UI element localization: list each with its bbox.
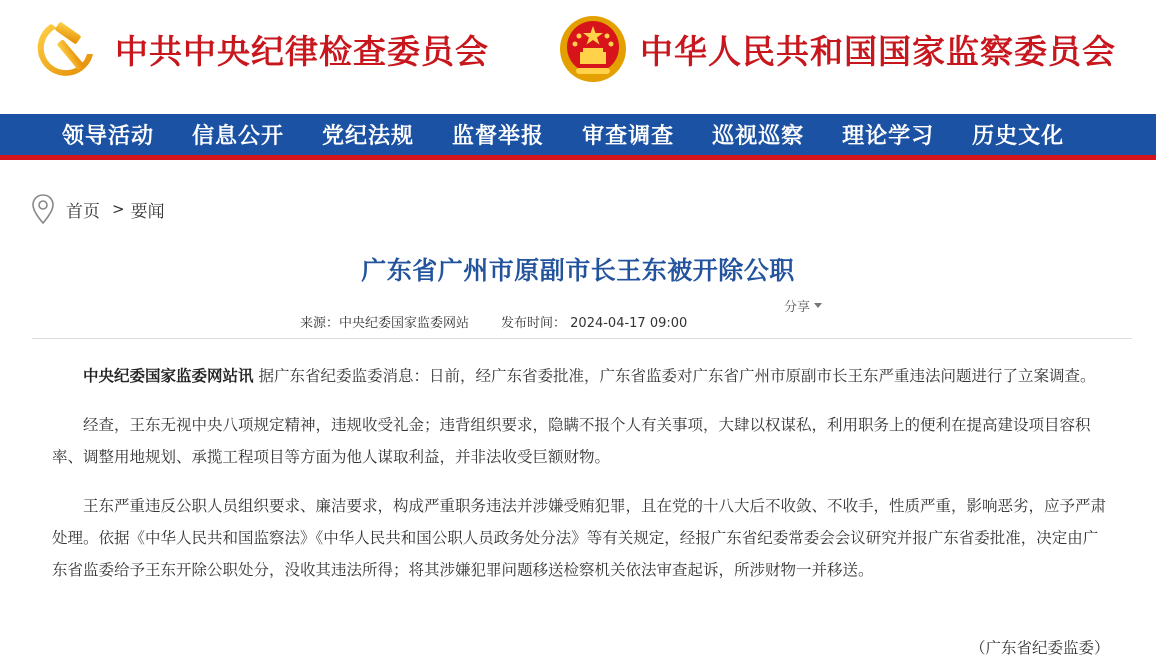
main-nav [0,114,1156,160]
nav-item-inspection[interactable]: 巡视巡察 [712,123,805,149]
article-title: 广东省广州市原副市长王东被开除公职 [361,256,795,285]
article-paragraph-2: 经查，王东无视中央八项规定精神，违规收受礼金；违背组织要求，隐瞒不报个人有关事项，大肆以权谋私，利用职务上的便利在提高建设项目容积率、调整用地规划、承揽工程项目等方面为他人谋取利益，并非法收受巨额财物。 [52,416,1091,466]
article-source: 来源：中央纪委国家监委网站 [300,316,470,331]
article-paragraph-3: 王东严重违反公职人员组织要求、廉洁要求，构成严重职务违法并涉嫌受贿犯罪，且在党的十八大后不收敛、不收手，性质严重，影响恶劣，应予严肃处理。依据《中华人民共和国监察法》《中华人民共和国公职人员政务处分法》等有关规定，经报广东省纪委常委会会议研究并报广东省委批准，决定由广东省监委给予王东开除公职处分，没收其违法所得；将其涉嫌犯罪问题移送检察机关依法审查起诉，所涉财物一并移送。 [52,497,1107,579]
divider [32,338,1132,339]
article-paragraph-1: 据广东省纪委监委消息：日前，经广东省委批准，广东省监委对广东省广州市原副市长王东严重违法问题进行了立案调查。 [253,367,1096,385]
nav-item-supervision[interactable]: 监督举报 [452,123,545,149]
nsc-brand-name: 中华人民共和国国家监察委员会 [640,31,1116,71]
nav-item-theory[interactable]: 理论学习 [842,123,935,149]
nav-item-information[interactable]: 信息公开 [192,123,285,149]
article-published: 发布时间： 2024-04-17 09:00 [501,316,688,331]
location-pin-icon [30,193,56,225]
ccdi-brand-name: 中共中央纪律检查委员会 [115,31,489,71]
site-header [0,0,1156,114]
breadcrumb [30,193,165,225]
nsc-brand[interactable] [558,14,1116,84]
breadcrumb-current[interactable]: 要闻 [130,201,165,222]
article-body [52,360,1110,603]
chevron-down-icon [814,303,822,308]
breadcrumb-home[interactable]: 首页 [66,201,100,222]
share-button[interactable] [784,296,822,315]
article-lead: 中央纪委国家监委网站讯 [83,367,254,385]
party-emblem-icon [33,14,103,84]
ccdi-brand[interactable] [33,14,489,84]
nav-item-investigation[interactable]: 审查调查 [582,123,675,149]
national-emblem-icon [558,14,628,84]
share-label: 分享 [784,300,811,315]
article-source-footer: （广东省纪委监委） [970,639,1110,657]
nav-item-leadership[interactable]: 领导活动 [62,123,155,149]
breadcrumb-separator: > [112,200,125,218]
article-meta [300,312,687,331]
nav-item-history[interactable]: 历史文化 [972,123,1065,149]
article-paragraph [52,360,1110,392]
nav-item-regulations[interactable]: 党纪法规 [322,123,415,149]
